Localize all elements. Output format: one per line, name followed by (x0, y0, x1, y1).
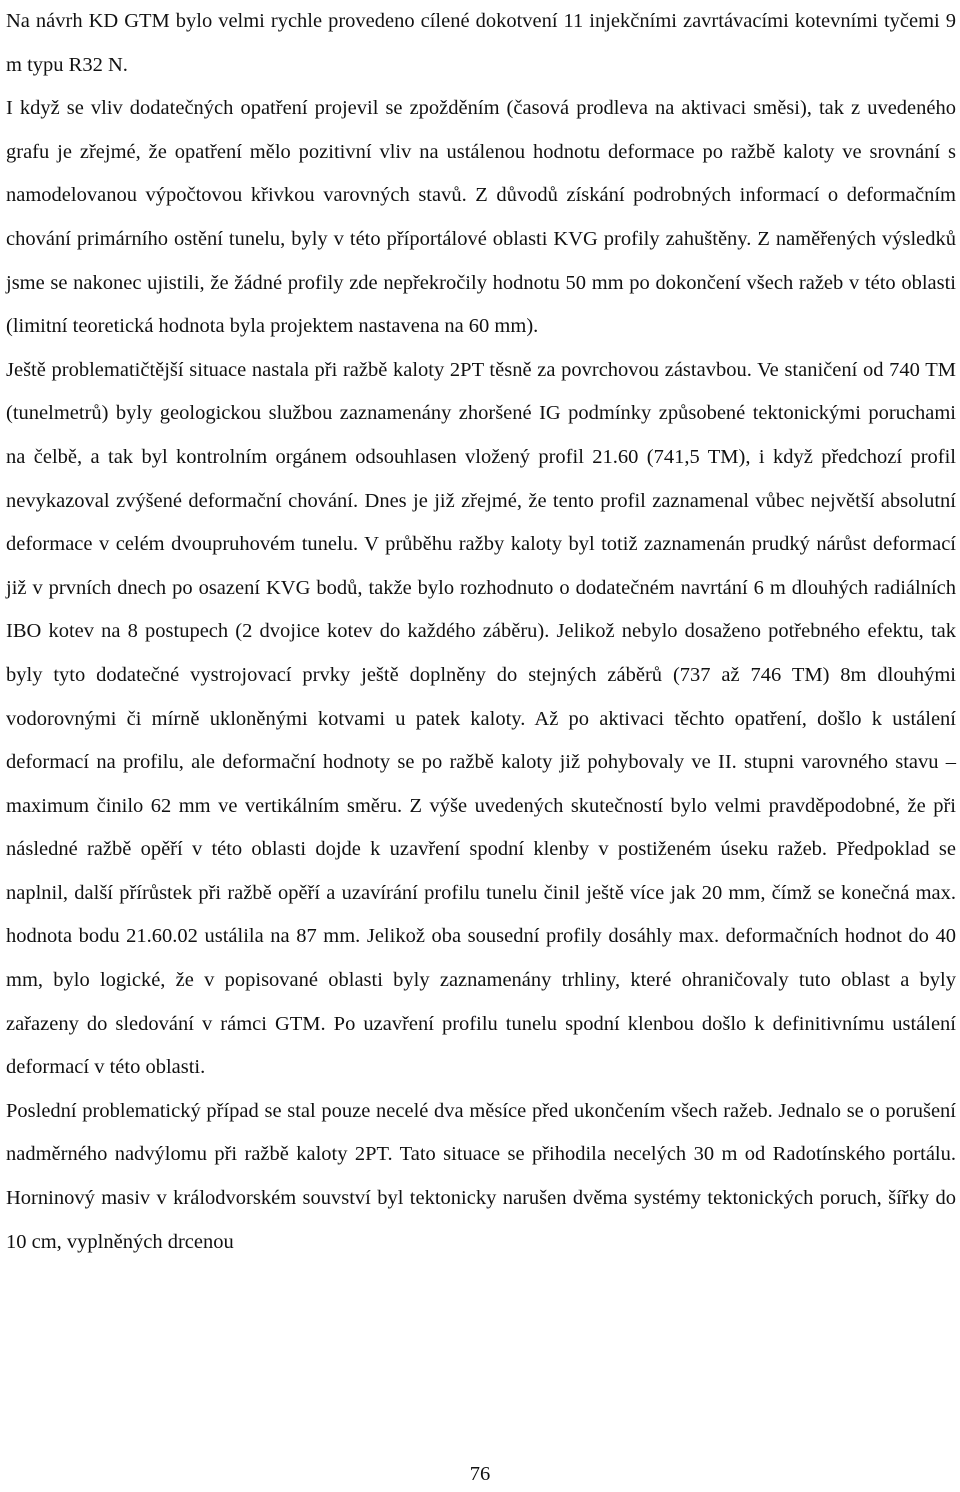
paragraph-1: Na návrh KD GTM bylo velmi rychle provedeno cílené dokotvení 11 injekčními zavrtávacími kotevními tyčemi 9 m typu R32 N. (6, 10, 956, 76)
paragraph-4: Poslední problematický případ se stal pouze necelé dva měsíce před ukončením všech ražeb. Jednalo se o porušení nadměrného nadvýlomu při ražbě kaloty 2PT. Tato situace se přihodila necelých 30 m od Radotínského portálu. Horninový masiv v králodvorském souvství byl tektonicky narušen dvěma systémy tektonických poruch, šířky do 10 cm, vyplněných drcenou (6, 1099, 956, 1253)
paragraph-3: Ještě problematičtější situace nastala při ražbě kaloty 2PT těsně za povrchovou zástavbou. Ve staničení od 740 TM (tunelmetrů) byly geologickou službou zaznamenány zhoršené IG podmínky způsobené tektonickými poruchami na čelbě, a tak byl kontrolním orgánem odsouhlasen vložený profil 21.60 (741,5 TM), i když předchozí profil nevykazoval zvýšené deformační chování. Dnes je již zřejmé, že tento profil zaznamenal vůbec největší absolutní deformace v celém dvoupruhovém tunelu. V průběhu ražby kaloty byl totiž zaznamenán prudký nárůst deformací již v prvních dnech po osazení KVG bodů, takže bylo rozhodnuto o dodatečném navrtání 6 m dlouhých radiálních IBO kotev na 8 postupech (2 dvojice kotev do každého záběru). Jelikož nebylo dosaženo potřebného efektu, tak byly tyto dodatečné vystrojovací prvky ještě doplněny do stejných záběrů (737 až 746 TM) 8m dlouhými vodorovnými či mírně ukloněnými kotvami u patek kaloty. Až po aktivaci těchto opatření, došlo k ustálení deformací na profilu, ale deformační hodnoty se po ražbě kaloty již pohybovaly ve II. stupni varovného stavu – maximum činilo 62 mm ve vertikálním směru. Z výše uvedených skutečností bylo velmi pravděpodobné, že při následné ražbě opěří v této oblasti dojde k uzavření spodní klenby v postiženém úseku ražeb. Předpoklad se naplnil, další přírůstek při ražbě opěří a uzavírání profilu tunelu činil ještě více jak 20 mm, čímž se konečná max. hodnota bodu 21.60.02 ustálila na 87 mm. Jelikož oba sousední profily dosáhly max. deformačních hodnot do 40 mm, bylo logické, že v popisované oblasti byly zaznamenány trhliny, které ohraničovaly tuto oblast a byly zařazeny do sledování v rámci GTM. Po uzavření profilu tunelu spodní klenbou došlo k definitivnímu ustálení deformací v této oblasti. (6, 358, 956, 1079)
paragraph-2: I když se vliv dodatečných opatření projevil se zpožděním (časová prodleva na aktivaci směsi), tak z uvedeného grafu je zřejmé, že opatření mělo pozitivní vliv na ustálenou hodnotu deformace po ražbě kaloty ve srovnání s namodelovanou výpočtovou křivkou varovných stavů. Z důvodů získání podrobných informací o deformačním chování primárního ostění tunelu, byly v této příportálové oblasti KVG profily zahuštěny. Z naměřených výsledků jsme se nakonec ujistili, že žádné profily zde nepřekročily hodnotu 50 mm po dokončení všech ražeb v této oblasti (limitní teoretická hodnota byla projektem nastavena na 60 mm). (6, 97, 956, 338)
document-page (6, 0, 956, 1492)
page-number: 76 (469, 1463, 491, 1485)
